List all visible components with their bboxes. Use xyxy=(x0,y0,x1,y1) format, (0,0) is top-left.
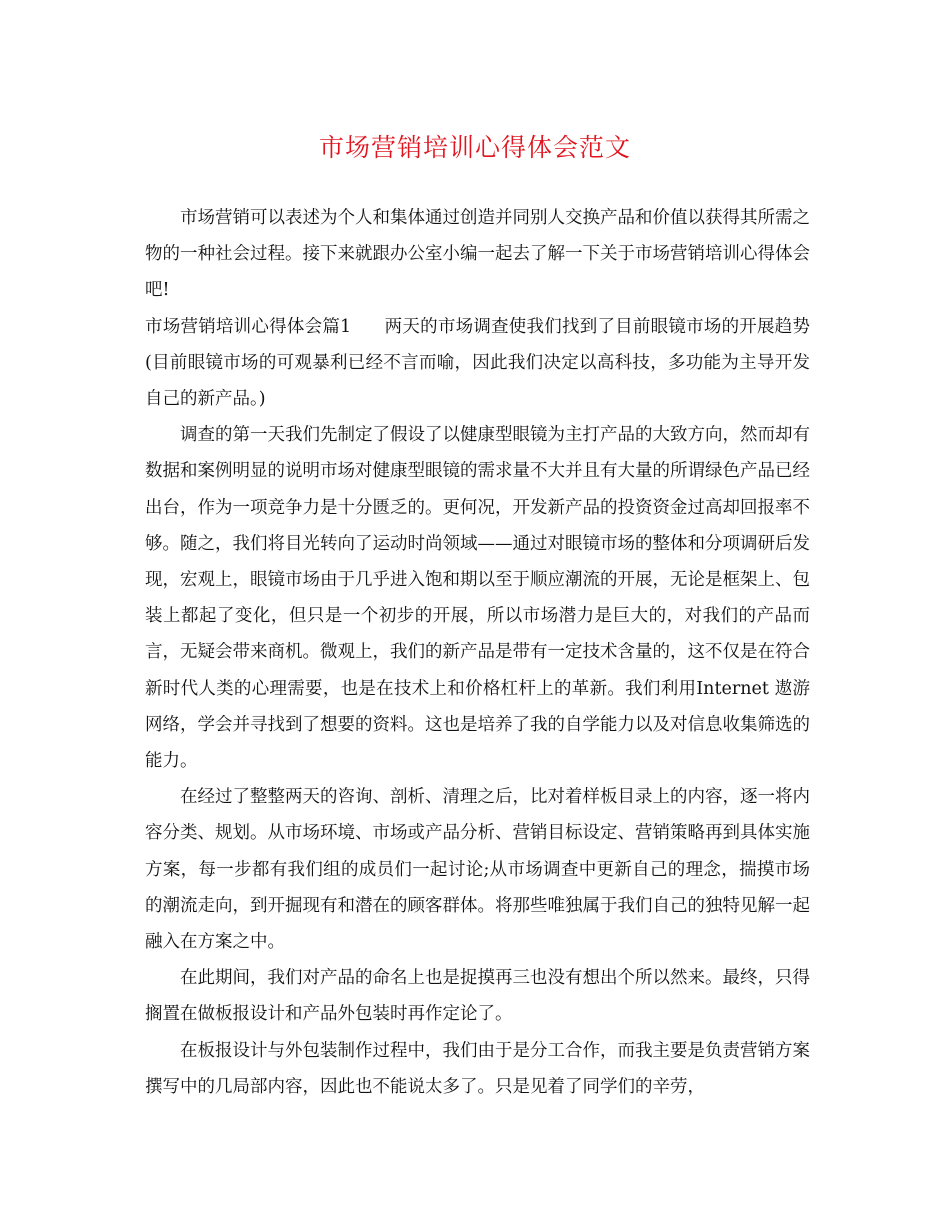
document-title: 市场营销培训心得体会范文 xyxy=(318,133,631,162)
section-paragraph xyxy=(145,309,810,418)
body-paragraph: 调查的第一天我们先制定了假设了以健康型眼镜为主打产品的大致方向，然而却有数据和案例明显的说明市场对健康型眼镜的需求量不大并且有大量的所谓绿色产品已经出台，作为一项竞争力是十分匮乏的。更何况，开发新产品的投资资金过高却回报率不够。随之，我们将目光转向了运动时尚领域——通过对眼镜市场的整体和分项调研后发现，宏观上，眼镜市场由于几乎进入饱和期以至于顺应潮流的开展，无论是框架上、包装上都起了变化，但只是一个初步的开展，所以市场潜力是巨大的，对我们的产品而言，无疑会带来商机。微观上，我们的新产品是带有一定技术含量的，这不仅是在符合新时代人类的心理需要，也是在技术上和价格杠杆上的革新。我们利用Internet 遨游网络，学会并寻找到了想要的资料。这也是培养了我的自学能力以及对信息收集筛选的能力。 xyxy=(145,425,810,772)
intro-paragraph: 市场营销可以表述为个人和集体通过创造并同别人交换产品和价值以获得其所需之物的一种社会过程。接下来就跟办公室小编一起去了解一下关于市场营销培训心得体会吧! xyxy=(145,208,810,301)
document-body xyxy=(145,200,810,1105)
body-paragraph: 在经过了整整两天的咨询、剖析、清理之后，比对着样板目录上的内容，逐一将内容分类、规划。从市场环境、市场或产品分析、营销目标设定、营销策略再到具体实施方案，每一步都有我们组的成员们一起讨论;从市场调查中更新自己的理念，揣摸市场的潮流走向，到开掘现有和潜在的顾客群体。将那些唯独属于我们自己的独特见解一起融入在方案之中。 xyxy=(145,787,810,953)
body-paragraph: 在此期间，我们对产品的命名上也是捉摸再三也没有想出个所以然来。最终，只得搁置在做板报设计和产品外包装时再作定论了。 xyxy=(145,968,810,1025)
section-heading: 市场营销培训心得体会篇1 xyxy=(145,316,352,337)
body-paragraph: 在板报设计与外包装制作过程中，我们由于是分工合作，而我主要是负责营销方案撰写中的几局部内容，因此也不能说太多了。只是见着了同学们的辛劳， xyxy=(145,1040,810,1097)
section-first-text: 两天的市场调查使我们找到了目前眼镜市场的开展趋势(目前眼镜市场的可观暴利已经不言而喻，因此我们决定以高科技，多功能为主导开发自己的新产品。) xyxy=(145,316,810,410)
